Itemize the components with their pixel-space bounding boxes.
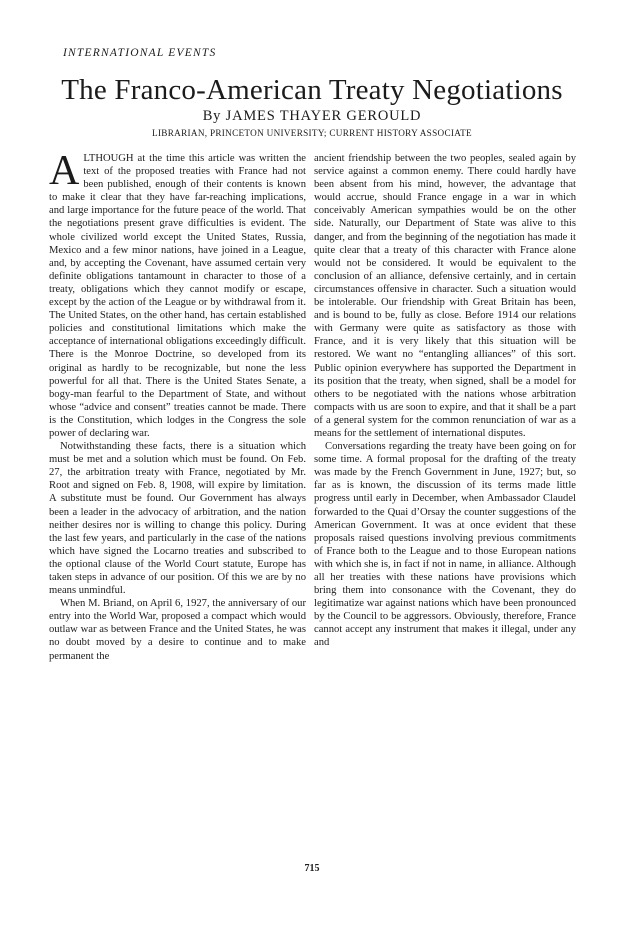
byline: By JAMES THAYER GEROULD (202, 108, 422, 124)
drop-cap: A (49, 148, 80, 194)
section-label: INTERNATIONAL EVENTS (63, 47, 217, 59)
paragraph: Notwithstanding these facts, there is a situation which must be met and a solution which must be found. On Feb. 27, the arbitration treaty with France, negotiated by Mr. Root and signed on Feb. 8, 1908, will expire by limitation. A substitute must be found. Our Government has always been a leader in the advocacy of arbitration, and the nation neither desires nor is willing to change this policy. During the last few years, and particularly in the case of the nations which have signed the Locarno treaties and subscribed to the optional clause of the World Court statute, Europe has taken steps in advance of our position. Of this we are by no means unmindful. (49, 441, 306, 597)
article-title: The Franco-American Treaty Negotiations (61, 74, 563, 106)
paragraph (49, 148, 306, 440)
left-column (49, 148, 306, 663)
paragraph: ancient friendship between the two peoples, sealed again by service against a common enemy. There could hardly have been absent from his mind, however, the advantage that would accrue, should France engage in a war in which conceivably American sympathies would be on the other side. Naturally, our Department of State was alive to this danger, and from the beginning of the negotiation has made it quite clear that a treaty of this character with France alone would not be considered. It would be equivalent to the conclusion of an alliance, defensive certainly, and in certain circumstances offensive in character. Such a situation would be intolerable. Our friendship with Great Britain has been, and is bound to be, fully as close. Before 1914 our relations with Germany were quite as satisfactory as those with France, and it is very likely that this situation will be restored. We want no “entangling alliances” of this sort. Public opinion everywhere has supported the Department in its position that the treaty, when signed, shall be a model for others to be negotiated with the nations whose arbitration compacts with us are soon to expire, and that it shall be a part of a general system for the common renunciation of war as a means for the settlement of international disputes. (314, 153, 576, 439)
paragraph-text: LTHOUGH at the time this article was written the text of the proposed treaties with France had not been published, enough of their contents is known to make it clear that they have far-reaching implications, and large importance for the future peace of the world. That the negotiations present grave difficulties is evident. The whole civilized world except the United States, Russia, Mexico and a few minor nations, have joined in a League, and, by accepting the Covenant, have assumed certain very definite obligations tantamount in character to those of a treaty, obligations which they cannot modify or escape, except by the action of the League or by withdrawal from it. The United States, on the other hand, has certain established policies and constitutional limitations which make the acceptance of international obligations exceedingly difficult. There is the Monroe Doctrine, so developed from its original as hardly to be recognizable, but none the less powerful for all that. There is the United States Senate, a bogy-man fearful to the Department of State, and without whose “advice and consent” treaties cannot be made. There is the Constitution, which lodges in the Congress the sole power of declaring war. (49, 153, 306, 439)
right-column (314, 152, 576, 650)
paragraph: When M. Briand, on April 6, 1927, the anniversary of our entry into the World War, proposed a compact which would outlaw war as between France and the United States, he was no doubt moved by a desire to continue and to make permanent the (49, 598, 306, 662)
author-affiliation: LIBRARIAN, PRINCETON UNIVERSITY; CURRENT HISTORY ASSOCIATE (152, 128, 472, 138)
paragraph: Conversations regarding the treaty have been going on for some time. A formal proposal for the drafting of the treaty was made by the French Government in June, 1927; but, so far as is known, the discussion of its terms made little progress until early in December, when Ambassador Claudel forwarded to the Quai d’Orsay the counter suggestions of the American Government. It was at once evident that these proposals raised questions involving previous commitments of France both to the League and to those European nations with which she is, in fact if not in name, in alliance. Although all her treaties with these nations have provisions which bring them into consonance with the Covenant, they do legitimatize war against nations which have been pronounced by the Council to be aggressors. Obviously, therefore, France cannot accept any instrument that makes it illegal, under any and (314, 441, 576, 649)
page-number: 715 (304, 863, 320, 874)
